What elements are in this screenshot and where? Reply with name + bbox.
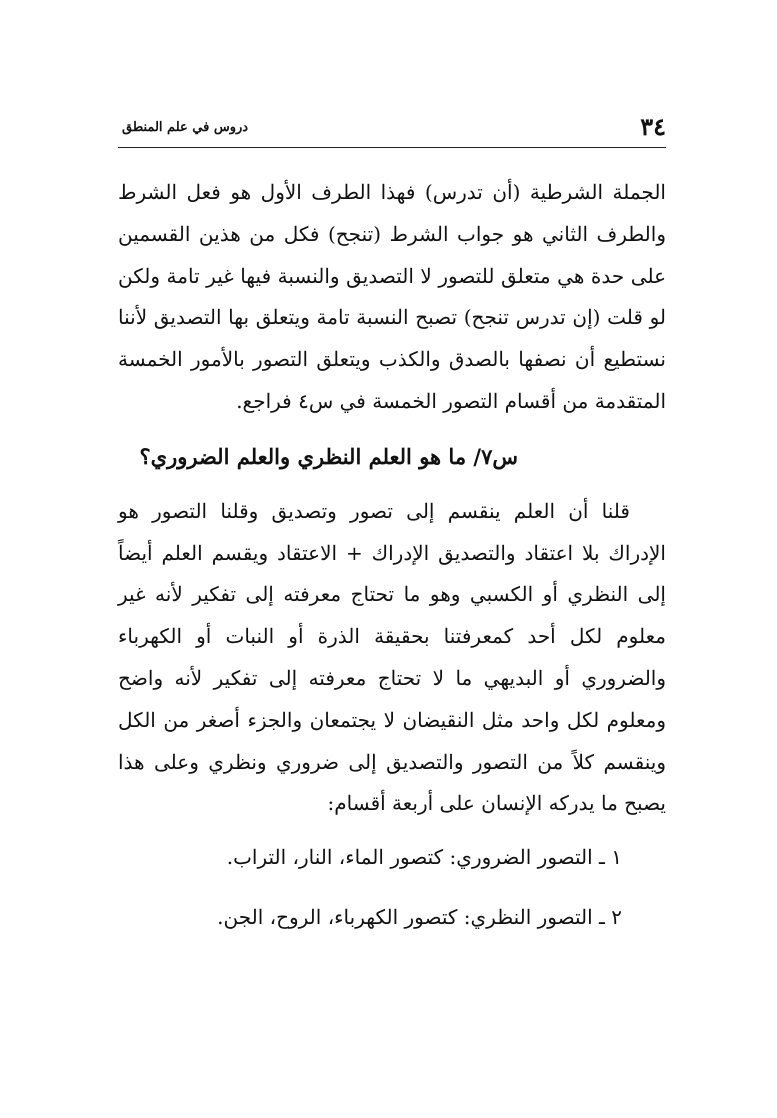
list-item: ٢ ـ التصور النظري: كتصور الكهرباء، الروح، الجن. bbox=[217, 905, 622, 930]
page-body bbox=[118, 172, 666, 937]
header-divider bbox=[118, 147, 666, 148]
page-header bbox=[118, 110, 666, 146]
paragraph-continuation: الجملة الشرطية (أن تدرس) فهذا الطرف الأول هو فعل الشرط والطرف الثاني هو جواب الشرط (تنجح) فكل من هذين القسمين على حدة هي متعلق للتصور لا التصديق والنسبة فيها غير تامة ولكن لو قلت (إن تدرس تنجح) تصبح النسبة تامة ويتعلق بها التصديق لأننا نستطيع أن نصفها بالصدق والكذب ويتعلق التصور بالأمور الخمسة المتقدمة من أقسام التصور الخمسة في س٤ فراجع. bbox=[118, 180, 667, 413]
answer-paragraph: قلنا أن العلم ينقسم إلى تصور وتصديق وقلنا التصور هو الإدراك بلا اعتقاد والتصديق الإدراك + الاعتقاد ويقسم العلم أيضاً إلى النظري أو الكسبي وهو ما تحتاج معرفته إلى تفكير لأنه غير معلوم لكل أحد كمعرفتنا بحقيقة الذرة أو النبات أو الكهرباء والضروري أو البديهي ما لا تحتاج معرفته إلى تفكير لأنه واضح ومعلوم لكل واحد مثل النقيضان لا يجتمعان والجزء أصغر من الكل وينقسم كلاً من التصور والتصديق إلى ضروري ونظري وعلى هذا يصبح ما يدركه الإنسان على أربعة أقسام: bbox=[118, 498, 666, 816]
spacer bbox=[118, 825, 666, 837]
question-heading: س٧/ ما هو العلم النظري والعلم الضروري؟ bbox=[139, 443, 518, 469]
running-title: دروس في علم المنطق bbox=[122, 120, 249, 135]
list-item: ١ ـ التصور الضروري: كتصور الماء، النار، التراب. bbox=[226, 845, 622, 870]
page-number: ٣٤ bbox=[640, 112, 666, 141]
